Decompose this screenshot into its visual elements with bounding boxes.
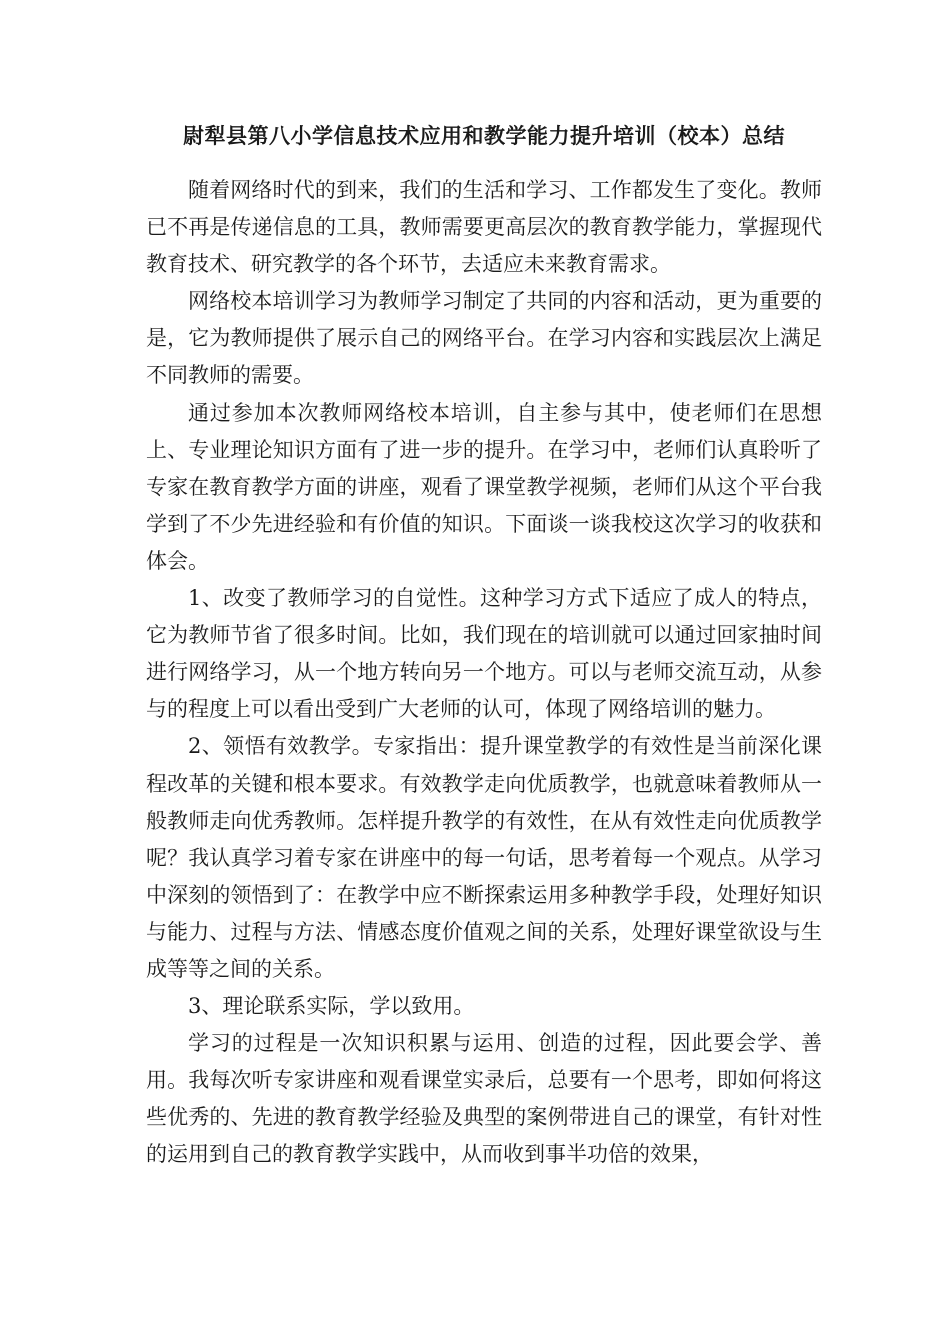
- paragraph-point-3-heading: 3、理论联系实际，学以致用。: [188, 994, 475, 1019]
- paragraph-point-3-body: 学习的过程是一次知识积累与运用、创造的过程，因此要会学、善用。我每次听专家讲座和观看课堂实录后，总要有一个思考，即如何将这些优秀的、先进的教育教学经验及典型的案例带进自己的课堂，有针对性的运用到自己的教育教学实践中，从而收到事半功倍的效果，: [146, 1031, 822, 1167]
- paragraph-intro: 随着网络时代的到来，我们的生活和学习、工作都发生了变化。教师已不再是传递信息的工具，教师需要更高层次的教育教学能力，掌握现代教育技术、研究教学的各个环节，去适应未来教育需求。: [146, 178, 822, 277]
- paragraph-participation: 通过参加本次教师网络校本培训，自主参与其中，使老师们在思想上、专业理论知识方面有了进一步的提升。在学习中，老师们认真聆听了专家在教育教学方面的讲座，观看了课堂教学视频，老师们从这个平台我学到了不少先进经验和有价值的知识。下面谈一谈我校这次学习的收获和体会。: [146, 400, 822, 573]
- paragraph-point-2: 2、领悟有效教学。专家指出：提升课堂教学的有效性是当前深化课程改革的关键和根本要求。有效教学走向优质教学，也就意味着教师从一般教师走向优秀教师。怎样提升教学的有效性，在从有效性走向优质教学呢？我认真学习着专家在讲座中的每一句话，思考着每一个观点。从学习中深刻的领悟到了：在教学中应不断探索运用多种教学手段，处理好知识与能力、过程与方法、情感态度价值观之间的关系，处理好课堂欲设与生成等等之间的关系。: [146, 734, 822, 981]
- paragraph-point-1: 1、改变了教师学习的自觉性。这种学习方式下适应了成人的特点，它为教师节省了很多时间。比如，我们现在的培训就可以通过回家抽时间进行网络学习，从一个地方转向另一个地方。可以与老师交流互动，从参与的程度上可以看出受到广大老师的认可，体现了网络培训的魅力。: [146, 586, 822, 722]
- document-page: [146, 110, 822, 1174]
- paragraph-platform: 网络校本培训学习为教师学习制定了共同的内容和活动，更为重要的是，它为教师提供了展示自己的网络平台。在学习内容和实践层次上满足不同教师的需要。: [146, 289, 822, 388]
- document-body: [146, 172, 822, 1174]
- document-title: 尉犁县第八小学信息技术应用和教学能力提升培训（校本）总结: [183, 123, 785, 148]
